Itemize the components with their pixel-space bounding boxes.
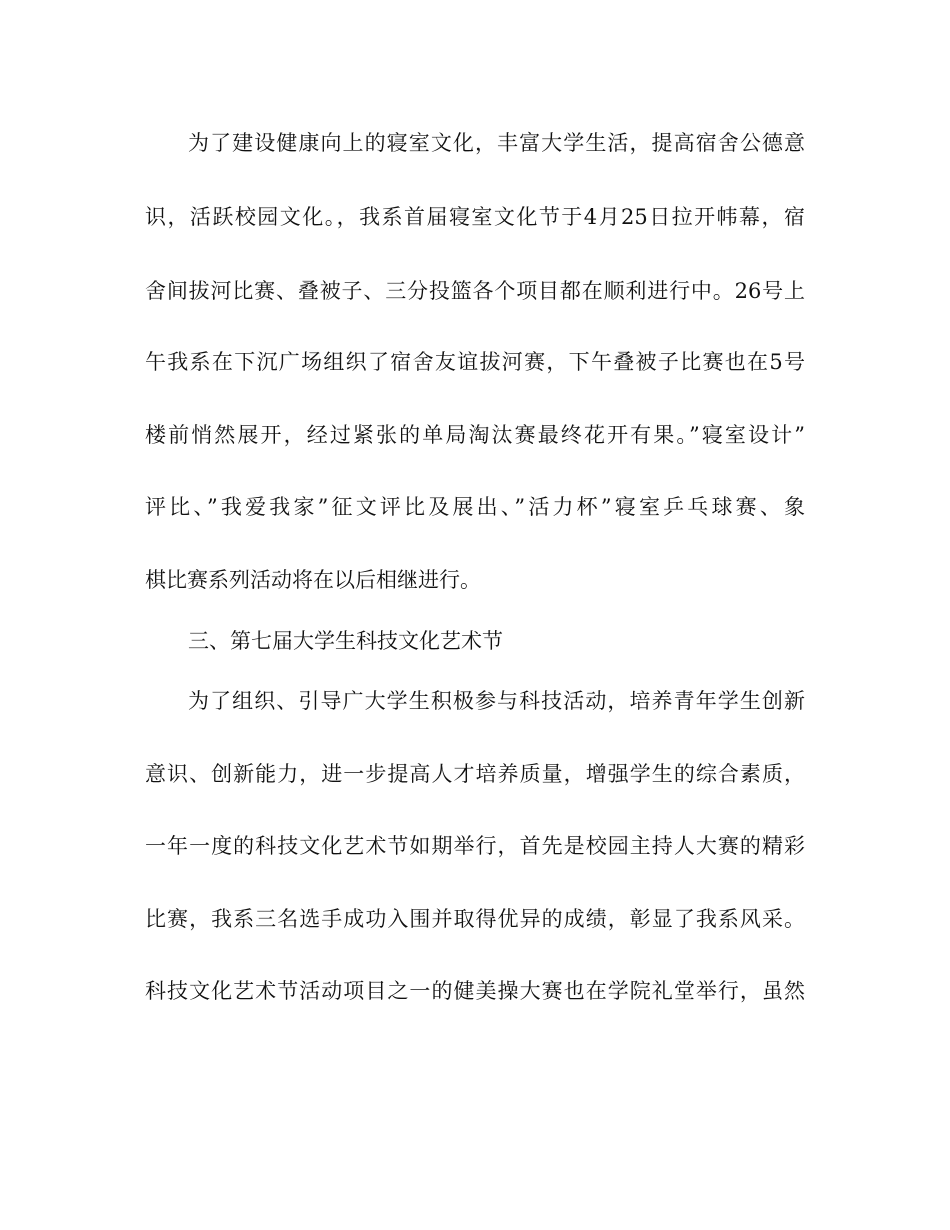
paragraph-line: 科技文化艺术节活动项目之一的健美操大赛也在学院礼堂举行，虽然 <box>145 979 805 1003</box>
paragraph-line: 评比、”我爱我家”征文评比及展出、”活力杯”寝室乒乓球赛、象 <box>145 495 805 519</box>
paragraph-line: 识，活跃校园文化。，我系首届寝室文化节于4月25日拉开帏幕，宿 <box>145 205 805 229</box>
paragraph-line: 为了组织、引导广大学生积极参与科技活动，培养青年学生创新 <box>188 689 805 713</box>
paragraph-line: 意识、创新能力，进一步提高人才培养质量，增强学生的综合素质， <box>145 762 805 786</box>
section-heading: 三、第七届大学生科技文化艺术节 <box>188 629 503 653</box>
paragraph-line: 比赛，我系三名选手成功入围并取得优异的成绩，彰显了我系风采。 <box>145 907 805 931</box>
paragraph-line: 舍间拔河比赛、叠被子、三分投篮各个项目都在顺利进行中。26号上 <box>145 279 805 303</box>
paragraph-line: 午我系在下沉广场组织了宿舍友谊拔河赛，下午叠被子比赛也在5号 <box>145 350 805 374</box>
paragraph-line: 一年一度的科技文化艺术节如期举行，首先是校园主持人大赛的精彩 <box>145 834 805 858</box>
paragraph-line: 为了建设健康向上的寝室文化，丰富大学生活，提高宿舍公德意 <box>188 131 805 155</box>
paragraph-line: 楼前悄然展开，经过紧张的单局淘汰赛最终花开有果。”寝室设计” <box>145 423 805 447</box>
paragraph-line: 棋比赛系列活动将在以后相继进行。 <box>145 568 481 592</box>
